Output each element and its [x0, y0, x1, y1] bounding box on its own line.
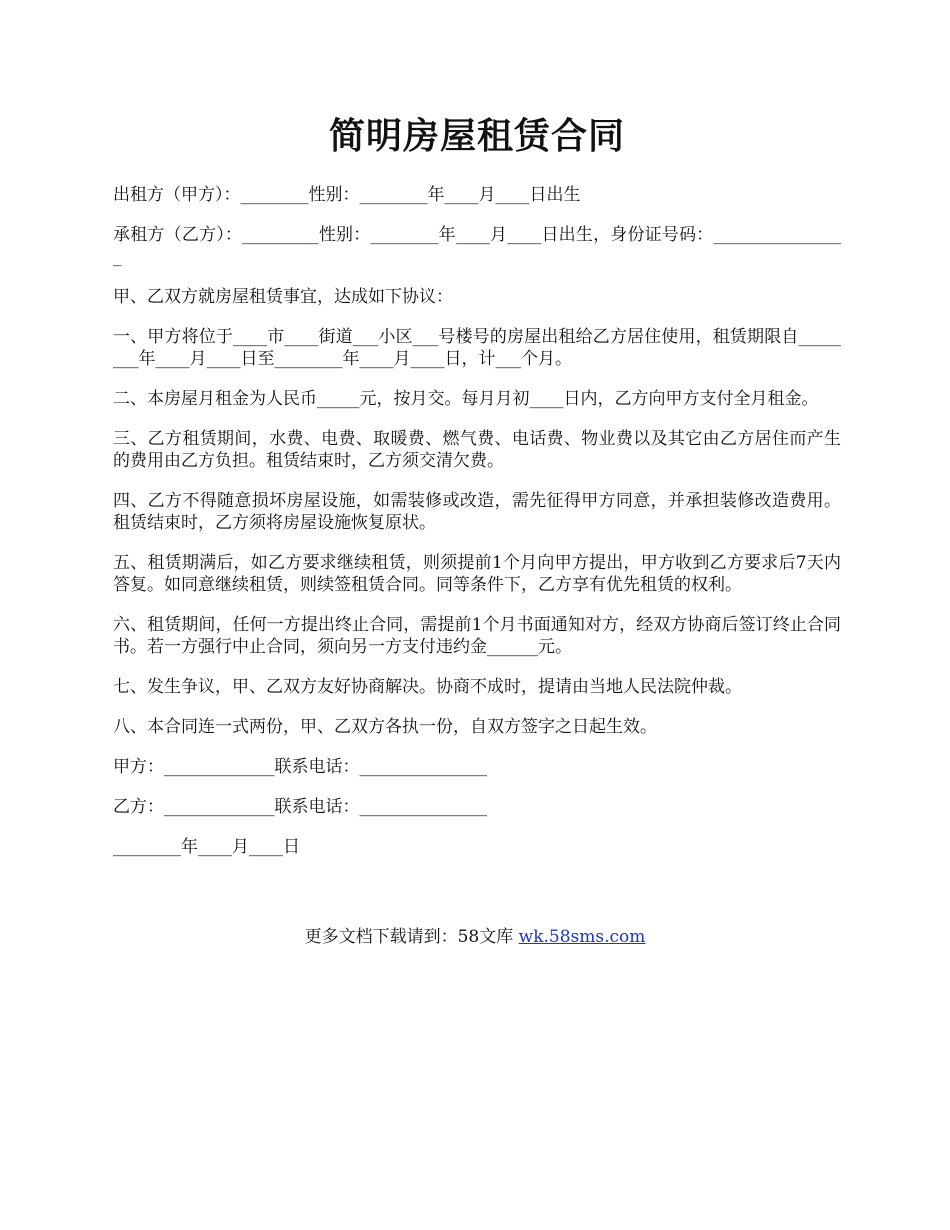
clause-2: 二、本房屋月租金为人民币_____元，按月交。每月月初____日内，乙方向甲方支付全月租金。	[113, 389, 819, 409]
lessee-line: 承租方（乙方）：_________性别：________年____月____日出生，身份证号码：________________	[113, 225, 841, 267]
document-title: 简明房屋租赁合同	[328, 115, 625, 157]
clause-8: 八、本合同连一式两份，甲、乙双方各执一份，自双方签字之日起生效。	[113, 717, 657, 737]
footer-prefix: 更多文档下载请到：58文库	[304, 927, 514, 947]
footer-note	[0, 926, 950, 948]
clause-6: 六、租赁期间，任何一方提出终止合同，需提前1个月书面通知对方，经双方协商后签订终止合同书。若一方强行中止合同，须向另一方支付违约金______元。	[113, 615, 841, 657]
party-b-signature-line: 乙方：_____________联系电话：_______________	[113, 797, 487, 817]
party-a-signature-line: 甲方：_____________联系电话：_______________	[113, 757, 487, 777]
date-line: ________年____月____日	[113, 837, 300, 857]
clause-4: 四、乙方不得随意损坏房屋设施，如需装修或改造，需先征得甲方同意，并承担装修改造费用。租赁结束时，乙方须将房屋设施恢复原状。	[113, 491, 841, 533]
footer-link[interactable]: wk.58sms.com	[518, 927, 646, 947]
lessor-line: 出租方（甲方）：________性别：________年____月____日出生	[113, 185, 581, 205]
clause-5: 五、租赁期满后，如乙方要求继续租赁，则须提前1个月向甲方提出，甲方收到乙方要求后7天内答复。如同意继续租赁，则续签租赁合同。同等条件下，乙方享有优先租赁的权利。	[113, 553, 841, 595]
clause-3: 三、乙方租赁期间，水费、电费、取暖费、燃气费、电话费、物业费以及其它由乙方居住而产生的费用由乙方负担。租赁结束时，乙方须交清欠费。	[113, 429, 841, 471]
document-page	[113, 108, 841, 876]
clause-7: 七、发生争议，甲、乙双方友好协商解决。协商不成时，提请由当地人民法院仲裁。	[113, 677, 742, 697]
agreement-intro: 甲、乙双方就房屋租赁事宜，达成如下协议：	[113, 287, 453, 307]
clause-1: 一、甲方将位于____市____街道___小区___号楼号的房屋出租给乙方居住使用，租赁期限自________年____月____日至________年____月____日，计___个月。	[113, 327, 841, 369]
